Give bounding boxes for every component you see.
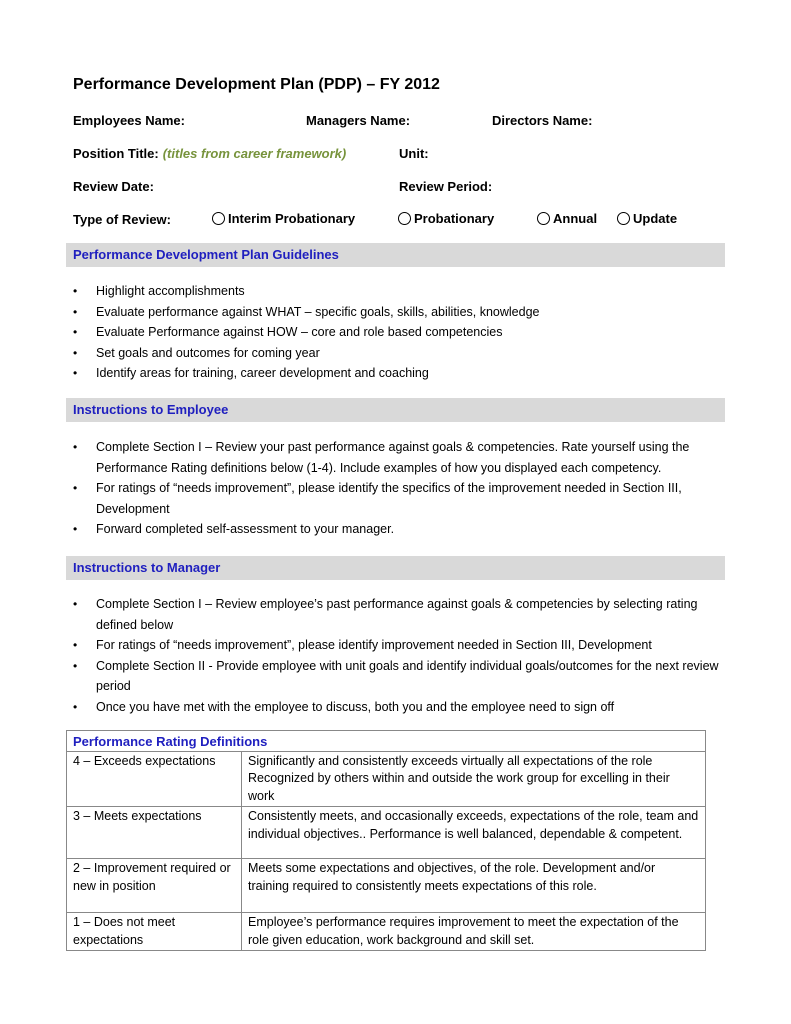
table-row <box>67 807 706 859</box>
radio-circle-icon <box>212 212 225 225</box>
employees-name-label: Employees Name: <box>73 113 185 128</box>
radio-circle-icon <box>537 212 550 225</box>
definition-cell: Employee’s performance requires improvement to meet the expectation of the role given education, work background and skill set. <box>242 913 706 951</box>
list-item: • Identify areas for training, career development and coaching <box>73 363 723 384</box>
list-item: • Forward completed self-assessment to your manager. <box>73 519 723 540</box>
guidelines-list <box>73 281 723 384</box>
list-item: • Complete Section I – Review your past performance against goals & competencies. Rate yourself using the Performance Rating definitions below (1-4). Include examples of how you displayed each competency. <box>73 437 723 478</box>
definition-cell: Meets some expectations and objectives, of the role. Development and/or training required to consistently meets expectations of this role. <box>242 859 706 913</box>
unit-label: Unit: <box>399 146 429 161</box>
radio-update[interactable] <box>617 211 677 226</box>
review-date-label: Review Date: <box>73 179 154 194</box>
list-item: • For ratings of “needs improvement”, please identify the specifics of the improvement needed in Section III, Development <box>73 478 723 519</box>
radio-label: Annual <box>553 211 598 226</box>
table-row <box>67 913 706 951</box>
list-item: • Highlight accomplishments <box>73 281 723 302</box>
type-of-review-label: Type of Review: <box>73 212 172 227</box>
definition-cell: Consistently meets, and occasionally exceeds, expectations of the role, team and individual objectives.. Performance is well balanced, dependable & competent. <box>242 807 706 859</box>
list-item: • Complete Section I – Review employee’s past performance against goals & competencies by selecting rating defined below <box>73 594 723 635</box>
list-item: • Once you have met with the employee to discuss, both you and the employee need to sign off <box>73 697 723 718</box>
table-header-row <box>67 731 706 752</box>
employee-instructions-list <box>73 437 723 540</box>
definition-cell: Significantly and consistently exceeds virtually all expectations of the role Recognized by others within and outside the work group for excelling in their work <box>242 751 706 807</box>
position-title-field <box>73 146 346 161</box>
manager-instructions-list <box>73 594 723 717</box>
list-item: • Evaluate Performance against HOW – core and role based competencies <box>73 322 723 343</box>
radio-interim-probationary[interactable] <box>212 211 355 226</box>
list-item: • Set goals and outcomes for coming year <box>73 343 723 364</box>
position-title-hint: (titles from career framework) <box>162 146 347 161</box>
table-row <box>67 859 706 913</box>
rating-cell: 1 – Does not meet expectations <box>67 913 242 951</box>
radio-label: Update <box>633 211 678 226</box>
section-heading-guidelines <box>66 243 725 267</box>
radio-label: Probationary <box>414 211 495 226</box>
radio-circle-icon <box>617 212 630 225</box>
section-heading-text: Instructions to Employee <box>73 402 229 417</box>
rating-cell: 3 – Meets expectations <box>67 807 242 859</box>
section-heading-text: Instructions to Manager <box>73 560 221 575</box>
rating-cell: 2 – Improvement required or new in position <box>67 859 242 913</box>
managers-name-label: Managers Name: <box>306 113 411 128</box>
section-heading-text: Performance Development Plan Guidelines <box>73 247 339 262</box>
list-item: • For ratings of “needs improvement”, please identify improvement needed in Section III, Development <box>73 635 723 656</box>
position-title-label: Position Title: <box>73 146 159 161</box>
radio-annual[interactable] <box>537 211 597 226</box>
page-title: Performance Development Plan (PDP) – FY 2012 <box>73 76 440 93</box>
directors-name-label: Directors Name: <box>492 113 593 128</box>
rating-cell: 4 – Exceeds expectations <box>67 751 242 807</box>
radio-probationary[interactable] <box>398 211 494 226</box>
section-heading-manager <box>66 556 725 580</box>
radio-circle-icon <box>398 212 411 225</box>
list-item: • Evaluate performance against WHAT – specific goals, skills, abilities, knowledge <box>73 302 723 323</box>
radio-label: Interim Probationary <box>228 211 356 226</box>
review-period-label: Review Period: <box>399 179 493 194</box>
table-row <box>67 751 706 807</box>
list-item: • Complete Section II - Provide employee with unit goals and identify individual goals/outcomes for the next review period <box>73 656 723 697</box>
section-heading-employee <box>66 398 725 422</box>
table-heading: Performance Rating Definitions <box>67 731 706 752</box>
rating-definitions-table <box>66 730 706 951</box>
